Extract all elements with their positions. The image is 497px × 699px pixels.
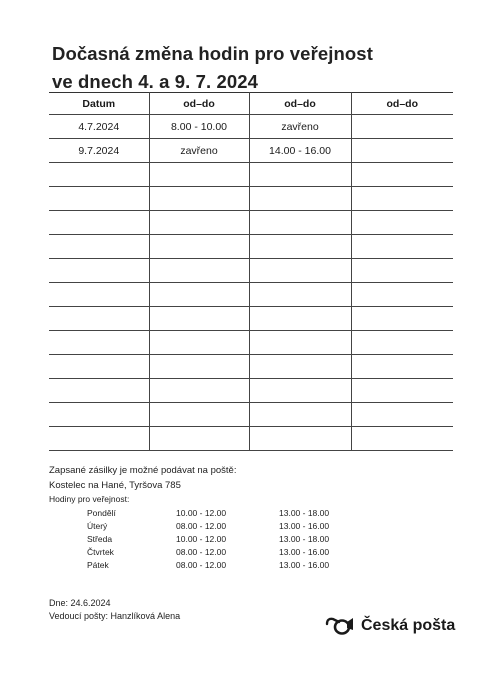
table-row bbox=[49, 307, 453, 331]
table-cell bbox=[351, 139, 453, 163]
table-row bbox=[49, 139, 453, 163]
title-line-1: Dočasná změna hodin pro veřejnost bbox=[52, 43, 373, 64]
header-od-do-2: od–do bbox=[249, 93, 351, 115]
afternoon-hours: 13.00 - 18.00 bbox=[279, 508, 330, 518]
table-cell bbox=[351, 115, 453, 139]
morning-hours: 10.00 - 12.00 bbox=[176, 534, 227, 544]
table-cell bbox=[49, 211, 149, 235]
table-cell bbox=[249, 235, 351, 259]
afternoon-hours: 13.00 - 16.00 bbox=[279, 560, 330, 570]
table-cell bbox=[249, 163, 351, 187]
table-cell bbox=[249, 331, 351, 355]
table-cell: zavřeno bbox=[149, 139, 249, 163]
table-cell bbox=[49, 379, 149, 403]
hours-row bbox=[49, 560, 349, 573]
table-cell bbox=[249, 211, 351, 235]
table-row bbox=[49, 283, 453, 307]
table-row bbox=[49, 115, 453, 139]
table-cell bbox=[351, 427, 453, 451]
table-cell bbox=[149, 403, 249, 427]
table-row bbox=[49, 379, 453, 403]
table-cell bbox=[49, 283, 149, 307]
post-horn-icon bbox=[325, 616, 355, 636]
table-cell bbox=[49, 355, 149, 379]
table-cell bbox=[351, 283, 453, 307]
schedule-table bbox=[49, 92, 453, 451]
submission-info-line-1: Zapsané zásilky je možné podávat na poště: bbox=[49, 465, 237, 476]
table-row bbox=[49, 187, 453, 211]
afternoon-hours: 13.00 - 16.00 bbox=[279, 521, 330, 531]
table-cell bbox=[49, 187, 149, 211]
morning-hours: 10.00 - 12.00 bbox=[176, 508, 227, 518]
table-row bbox=[49, 403, 453, 427]
table-cell bbox=[149, 355, 249, 379]
afternoon-hours: 13.00 - 18.00 bbox=[279, 534, 330, 544]
table-cell bbox=[351, 331, 453, 355]
table-cell: 4.7.2024 bbox=[49, 115, 149, 139]
table-cell bbox=[249, 427, 351, 451]
table-cell bbox=[249, 187, 351, 211]
table-cell bbox=[351, 163, 453, 187]
table-cell: 8.00 - 10.00 bbox=[149, 115, 249, 139]
table-cell bbox=[149, 211, 249, 235]
morning-hours: 08.00 - 12.00 bbox=[176, 560, 227, 570]
table-cell bbox=[49, 307, 149, 331]
table-cell: 14.00 - 16.00 bbox=[249, 139, 351, 163]
table-cell bbox=[49, 427, 149, 451]
weekday: Úterý bbox=[87, 521, 108, 531]
table-cell bbox=[49, 331, 149, 355]
table-cell bbox=[149, 235, 249, 259]
notice-title bbox=[52, 40, 373, 96]
table-cell bbox=[49, 163, 149, 187]
table-cell bbox=[249, 259, 351, 283]
weekday: Pátek bbox=[87, 560, 109, 570]
logo-text: Česká pošta bbox=[361, 617, 456, 634]
weekday: Čtvrtek bbox=[87, 547, 114, 557]
table-cell bbox=[149, 259, 249, 283]
table-cell bbox=[351, 211, 453, 235]
weekday: Pondělí bbox=[87, 508, 116, 518]
table-cell bbox=[49, 235, 149, 259]
table-cell bbox=[351, 259, 453, 283]
hours-row bbox=[49, 547, 349, 560]
hours-row bbox=[49, 534, 349, 547]
table-cell: zavřeno bbox=[249, 115, 351, 139]
table-cell: 9.7.2024 bbox=[49, 139, 149, 163]
submission-info-line-2: Kostelec na Hané, Tyršova 785 bbox=[49, 480, 181, 491]
morning-hours: 08.00 - 12.00 bbox=[176, 521, 227, 531]
header-od-do-1: od–do bbox=[149, 93, 249, 115]
table-cell bbox=[149, 307, 249, 331]
table-cell bbox=[249, 379, 351, 403]
table-cell bbox=[351, 307, 453, 331]
table-row bbox=[49, 259, 453, 283]
table-header-row bbox=[49, 93, 453, 115]
table-cell bbox=[149, 283, 249, 307]
table-cell bbox=[249, 355, 351, 379]
ceska-posta-logo bbox=[325, 616, 455, 636]
table-cell bbox=[149, 427, 249, 451]
footer-date: Dne: 24.6.2024 bbox=[49, 598, 111, 608]
hours-heading: Hodiny pro veřejnost: bbox=[49, 494, 130, 504]
submission-info bbox=[49, 464, 236, 492]
table-cell bbox=[351, 379, 453, 403]
table-cell bbox=[351, 187, 453, 211]
table-row bbox=[49, 331, 453, 355]
table-row bbox=[49, 427, 453, 451]
table-row bbox=[49, 235, 453, 259]
table-cell bbox=[351, 403, 453, 427]
morning-hours: 08.00 - 12.00 bbox=[176, 547, 227, 557]
table-cell bbox=[249, 307, 351, 331]
table-row bbox=[49, 355, 453, 379]
table-cell bbox=[351, 235, 453, 259]
table-cell bbox=[249, 283, 351, 307]
hours-row bbox=[49, 521, 349, 534]
opening-hours bbox=[49, 508, 349, 573]
table-cell bbox=[49, 403, 149, 427]
header-datum: Datum bbox=[49, 93, 149, 115]
table-cell bbox=[149, 187, 249, 211]
table-cell bbox=[351, 355, 453, 379]
hours-row bbox=[49, 508, 349, 521]
title-line-2: ve dnech 4. a 9. 7. 2024 bbox=[52, 71, 259, 92]
table-cell bbox=[149, 379, 249, 403]
table-cell bbox=[149, 331, 249, 355]
footer-manager: Vedoucí pošty: Hanzlíková Alena bbox=[49, 611, 181, 621]
table-cell bbox=[249, 403, 351, 427]
table-cell bbox=[49, 259, 149, 283]
table-row bbox=[49, 163, 453, 187]
table-row bbox=[49, 211, 453, 235]
table-cell bbox=[149, 163, 249, 187]
header-od-do-3: od–do bbox=[351, 93, 453, 115]
afternoon-hours: 13.00 - 16.00 bbox=[279, 547, 330, 557]
weekday: Středa bbox=[87, 534, 113, 544]
